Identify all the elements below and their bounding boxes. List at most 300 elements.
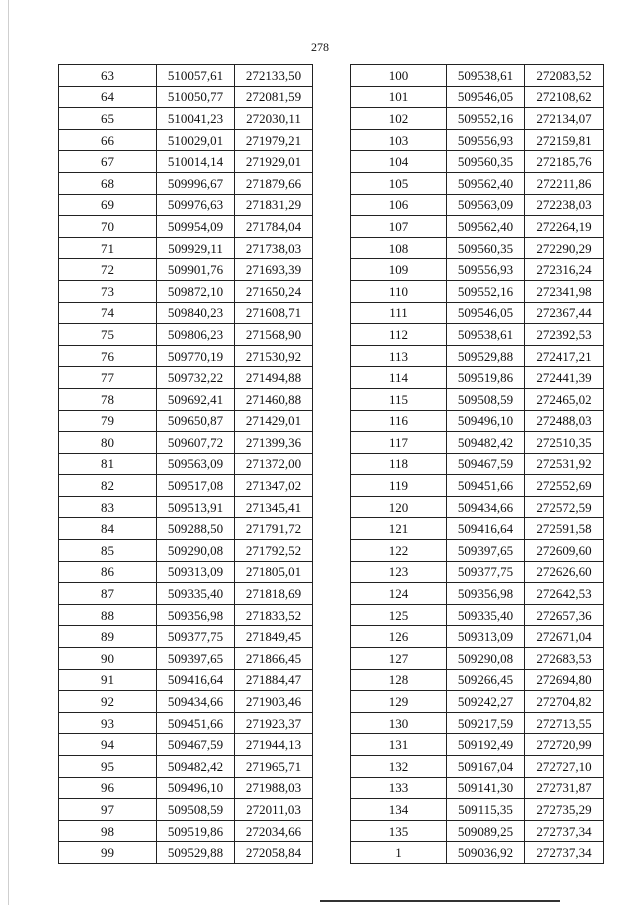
y-coordinate-cell: 271494,88 [235,367,313,389]
table-row [351,648,604,670]
x-coordinate-cell: 509434,66 [157,691,235,713]
x-coordinate-cell: 509397,65 [157,648,235,670]
point-number-cell: 103 [351,129,447,151]
y-coordinate-cell: 272713,55 [525,712,604,734]
point-number-cell: 110 [351,280,447,302]
point-number-cell: 108 [351,237,447,259]
y-coordinate-cell: 272081,59 [235,86,313,108]
y-coordinate-cell: 271988,03 [235,777,313,799]
point-number-cell: 116 [351,410,447,432]
point-number-cell: 70 [59,216,157,238]
table-row [351,669,604,691]
table-row [351,151,604,173]
y-coordinate-cell: 272316,24 [525,259,604,281]
point-number-cell: 88 [59,604,157,626]
point-number-cell: 67 [59,151,157,173]
table-row [351,842,604,864]
y-coordinate-cell: 272704,82 [525,691,604,713]
y-coordinate-cell: 272735,29 [525,799,604,821]
table-row [59,583,313,605]
point-number-cell: 99 [59,842,157,864]
y-coordinate-cell: 271738,03 [235,237,313,259]
x-coordinate-cell: 509434,66 [447,496,525,518]
table-row [59,108,313,130]
point-number-cell: 74 [59,302,157,324]
y-coordinate-cell: 272552,69 [525,475,604,497]
table-row [351,777,604,799]
x-coordinate-cell: 509562,40 [447,216,525,238]
x-coordinate-cell: 510029,01 [157,129,235,151]
table-row [59,777,313,799]
point-number-cell: 82 [59,475,157,497]
table-row [59,540,313,562]
y-coordinate-cell: 272134,07 [525,108,604,130]
table-row [351,432,604,454]
y-coordinate-cell: 271791,72 [235,518,313,540]
x-coordinate-cell: 509650,87 [157,410,235,432]
table-row [59,432,313,454]
y-coordinate-cell: 271460,88 [235,388,313,410]
x-coordinate-cell: 509482,42 [447,432,525,454]
y-coordinate-cell: 271903,46 [235,691,313,713]
point-number-cell: 78 [59,388,157,410]
y-coordinate-cell: 271693,39 [235,259,313,281]
x-coordinate-cell: 510041,23 [157,108,235,130]
y-coordinate-cell: 271568,90 [235,324,313,346]
table-row [351,734,604,756]
point-number-cell: 134 [351,799,447,821]
table-row [59,626,313,648]
y-coordinate-cell: 272441,39 [525,367,604,389]
x-coordinate-cell: 509607,72 [157,432,235,454]
x-coordinate-cell: 509167,04 [447,756,525,778]
table-row [351,518,604,540]
y-coordinate-cell: 272108,62 [525,86,604,108]
table-row [351,367,604,389]
y-coordinate-cell: 272030,11 [235,108,313,130]
point-number-cell: 123 [351,561,447,583]
point-number-cell: 130 [351,712,447,734]
point-number-cell: 97 [59,799,157,821]
y-coordinate-cell: 271792,52 [235,540,313,562]
point-number-cell: 64 [59,86,157,108]
x-coordinate-cell: 509560,35 [447,151,525,173]
x-coordinate-cell: 509556,93 [447,259,525,281]
coordinates-table-left-body [59,65,313,864]
y-coordinate-cell: 271929,01 [235,151,313,173]
x-coordinate-cell: 509416,64 [157,669,235,691]
point-number-cell: 135 [351,820,447,842]
y-coordinate-cell: 272572,59 [525,496,604,518]
x-coordinate-cell: 509563,09 [447,194,525,216]
x-coordinate-cell: 509451,66 [447,475,525,497]
y-coordinate-cell: 272465,02 [525,388,604,410]
table-row [59,561,313,583]
y-coordinate-cell: 272034,66 [235,820,313,842]
point-number-cell: 129 [351,691,447,713]
coordinates-table-right-body [351,65,604,864]
table-row [351,280,604,302]
y-coordinate-cell: 272737,34 [525,842,604,864]
point-number-cell: 121 [351,518,447,540]
y-coordinate-cell: 271805,01 [235,561,313,583]
table-row [59,496,313,518]
point-number-cell: 84 [59,518,157,540]
table-row [59,194,313,216]
point-number-cell: 69 [59,194,157,216]
table-row [351,410,604,432]
point-number-cell: 89 [59,626,157,648]
point-number-cell: 80 [59,432,157,454]
y-coordinate-cell: 271399,36 [235,432,313,454]
y-coordinate-cell: 272367,44 [525,302,604,324]
point-number-cell: 112 [351,324,447,346]
y-coordinate-cell: 272238,03 [525,194,604,216]
x-coordinate-cell: 509552,16 [447,108,525,130]
point-number-cell: 117 [351,432,447,454]
point-number-cell: 131 [351,734,447,756]
x-coordinate-cell: 509335,40 [447,604,525,626]
table-row [59,453,313,475]
x-coordinate-cell: 510050,77 [157,86,235,108]
point-number-cell: 96 [59,777,157,799]
point-number-cell: 98 [59,820,157,842]
x-coordinate-cell: 509996,67 [157,172,235,194]
point-number-cell: 102 [351,108,447,130]
point-number-cell: 91 [59,669,157,691]
x-coordinate-cell: 509529,88 [447,345,525,367]
point-number-cell: 132 [351,756,447,778]
point-number-cell: 101 [351,86,447,108]
x-coordinate-cell: 509313,09 [447,626,525,648]
point-number-cell: 75 [59,324,157,346]
y-coordinate-cell: 271608,71 [235,302,313,324]
table-row [59,518,313,540]
coordinates-table-right [350,64,604,864]
x-coordinate-cell: 509089,25 [447,820,525,842]
table-row [351,453,604,475]
y-coordinate-cell: 271849,45 [235,626,313,648]
y-coordinate-cell: 272671,04 [525,626,604,648]
y-coordinate-cell: 272694,80 [525,669,604,691]
x-coordinate-cell: 509115,35 [447,799,525,821]
x-coordinate-cell: 509482,42 [157,756,235,778]
point-number-cell: 109 [351,259,447,281]
table-row [351,691,604,713]
point-number-cell: 133 [351,777,447,799]
table-row [351,540,604,562]
point-number-cell: 92 [59,691,157,713]
table-row [59,237,313,259]
y-coordinate-cell: 271879,66 [235,172,313,194]
table-row [59,86,313,108]
y-coordinate-cell: 272290,29 [525,237,604,259]
x-coordinate-cell: 509313,09 [157,561,235,583]
y-coordinate-cell: 271923,37 [235,712,313,734]
x-coordinate-cell: 509513,91 [157,496,235,518]
point-number-cell: 85 [59,540,157,562]
table-row [59,648,313,670]
point-number-cell: 81 [59,453,157,475]
x-coordinate-cell: 509732,22 [157,367,235,389]
x-coordinate-cell: 509519,86 [447,367,525,389]
point-number-cell: 104 [351,151,447,173]
x-coordinate-cell: 509562,40 [447,172,525,194]
table-row [59,410,313,432]
point-number-cell: 65 [59,108,157,130]
table-row [351,475,604,497]
table-row [351,820,604,842]
x-coordinate-cell: 509496,10 [157,777,235,799]
point-number-cell: 100 [351,65,447,87]
y-coordinate-cell: 272531,92 [525,453,604,475]
x-coordinate-cell: 509217,59 [447,712,525,734]
x-coordinate-cell: 509192,49 [447,734,525,756]
table-row [351,86,604,108]
table-row [59,302,313,324]
table-row [59,388,313,410]
y-coordinate-cell: 272591,58 [525,518,604,540]
x-coordinate-cell: 509517,08 [157,475,235,497]
y-coordinate-cell: 272731,87 [525,777,604,799]
point-number-cell: 66 [59,129,157,151]
y-coordinate-cell: 271965,71 [235,756,313,778]
table-row [59,842,313,864]
x-coordinate-cell: 509552,16 [447,280,525,302]
point-number-cell: 63 [59,65,157,87]
y-coordinate-cell: 272609,60 [525,540,604,562]
x-coordinate-cell: 509538,61 [447,65,525,87]
point-number-cell: 68 [59,172,157,194]
x-coordinate-cell: 509242,27 [447,691,525,713]
point-number-cell: 122 [351,540,447,562]
y-coordinate-cell: 272211,86 [525,172,604,194]
x-coordinate-cell: 509560,35 [447,237,525,259]
x-coordinate-cell: 509141,30 [447,777,525,799]
table-row [59,216,313,238]
x-coordinate-cell: 509356,98 [157,604,235,626]
y-coordinate-cell: 271944,13 [235,734,313,756]
x-coordinate-cell: 510014,14 [157,151,235,173]
x-coordinate-cell: 509546,05 [447,302,525,324]
table-row [59,65,313,87]
table-row [351,65,604,87]
x-coordinate-cell: 509538,61 [447,324,525,346]
y-coordinate-cell: 272133,50 [235,65,313,87]
point-number-cell: 128 [351,669,447,691]
y-coordinate-cell: 271784,04 [235,216,313,238]
point-number-cell: 114 [351,367,447,389]
y-coordinate-cell: 271530,92 [235,345,313,367]
x-coordinate-cell: 509451,66 [157,712,235,734]
x-coordinate-cell: 509356,98 [447,583,525,605]
y-coordinate-cell: 272642,53 [525,583,604,605]
y-coordinate-cell: 272720,99 [525,734,604,756]
y-coordinate-cell: 272727,10 [525,756,604,778]
y-coordinate-cell: 272737,34 [525,820,604,842]
table-row [351,108,604,130]
point-number-cell: 1 [351,842,447,864]
x-coordinate-cell: 509872,10 [157,280,235,302]
y-coordinate-cell: 271345,41 [235,496,313,518]
table-row [59,259,313,281]
x-coordinate-cell: 509496,10 [447,410,525,432]
point-number-cell: 125 [351,604,447,626]
point-number-cell: 87 [59,583,157,605]
point-number-cell: 94 [59,734,157,756]
point-number-cell: 77 [59,367,157,389]
table-row [351,194,604,216]
table-row [59,820,313,842]
table-row [59,345,313,367]
table-row [351,324,604,346]
table-row [59,129,313,151]
point-number-cell: 73 [59,280,157,302]
table-row [351,626,604,648]
table-row [59,475,313,497]
point-number-cell: 90 [59,648,157,670]
table-row [59,756,313,778]
table-row [351,237,604,259]
x-coordinate-cell: 509377,75 [447,561,525,583]
table-row [59,172,313,194]
y-coordinate-cell: 271650,24 [235,280,313,302]
table-row [351,388,604,410]
point-number-cell: 111 [351,302,447,324]
table-row [59,280,313,302]
y-coordinate-cell: 272510,35 [525,432,604,454]
x-coordinate-cell: 509467,59 [447,453,525,475]
x-coordinate-cell: 509929,11 [157,237,235,259]
y-coordinate-cell: 272011,03 [235,799,313,821]
y-coordinate-cell: 271866,45 [235,648,313,670]
table-row [351,259,604,281]
y-coordinate-cell: 271979,21 [235,129,313,151]
y-coordinate-cell: 271884,47 [235,669,313,691]
x-coordinate-cell: 509508,59 [447,388,525,410]
point-number-cell: 72 [59,259,157,281]
point-number-cell: 120 [351,496,447,518]
table-row [351,561,604,583]
point-number-cell: 95 [59,756,157,778]
x-coordinate-cell: 509036,92 [447,842,525,864]
point-number-cell: 106 [351,194,447,216]
point-number-cell: 71 [59,237,157,259]
point-number-cell: 119 [351,475,447,497]
scan-edge-line [8,0,9,905]
table-row [59,151,313,173]
y-coordinate-cell: 272341,98 [525,280,604,302]
x-coordinate-cell: 509266,45 [447,669,525,691]
point-number-cell: 127 [351,648,447,670]
y-coordinate-cell: 272264,19 [525,216,604,238]
point-number-cell: 93 [59,712,157,734]
x-coordinate-cell: 509508,59 [157,799,235,821]
table-row [59,712,313,734]
table-row [59,799,313,821]
y-coordinate-cell: 272159,81 [525,129,604,151]
x-coordinate-cell: 509377,75 [157,626,235,648]
point-number-cell: 118 [351,453,447,475]
coordinates-table-left [58,64,313,864]
x-coordinate-cell: 509288,50 [157,518,235,540]
x-coordinate-cell: 509901,76 [157,259,235,281]
x-coordinate-cell: 509563,09 [157,453,235,475]
x-coordinate-cell: 509416,64 [447,518,525,540]
table-row [351,712,604,734]
table-row [351,345,604,367]
point-number-cell: 83 [59,496,157,518]
table-row [351,756,604,778]
point-number-cell: 105 [351,172,447,194]
page-number: 278 [311,40,329,54]
y-coordinate-cell: 272417,21 [525,345,604,367]
point-number-cell: 124 [351,583,447,605]
table-row [351,172,604,194]
y-coordinate-cell: 272626,60 [525,561,604,583]
x-coordinate-cell: 509692,41 [157,388,235,410]
x-coordinate-cell: 509954,09 [157,216,235,238]
y-coordinate-cell: 271347,02 [235,475,313,497]
y-coordinate-cell: 271833,52 [235,604,313,626]
x-coordinate-cell: 509556,93 [447,129,525,151]
x-coordinate-cell: 509397,65 [447,540,525,562]
y-coordinate-cell: 272683,53 [525,648,604,670]
point-number-cell: 76 [59,345,157,367]
y-coordinate-cell: 272083,52 [525,65,604,87]
scan-bottom-line [320,900,560,902]
point-number-cell: 79 [59,410,157,432]
point-number-cell: 107 [351,216,447,238]
y-coordinate-cell: 271372,00 [235,453,313,475]
y-coordinate-cell: 271831,29 [235,194,313,216]
y-coordinate-cell: 272058,84 [235,842,313,864]
table-row [59,691,313,713]
point-number-cell: 115 [351,388,447,410]
table-row [59,367,313,389]
point-number-cell: 86 [59,561,157,583]
point-number-cell: 126 [351,626,447,648]
table-row [59,604,313,626]
x-coordinate-cell: 509290,08 [157,540,235,562]
table-row [351,302,604,324]
x-coordinate-cell: 509519,86 [157,820,235,842]
x-coordinate-cell: 509335,40 [157,583,235,605]
y-coordinate-cell: 272185,76 [525,151,604,173]
x-coordinate-cell: 509467,59 [157,734,235,756]
y-coordinate-cell: 272488,03 [525,410,604,432]
y-coordinate-cell: 272392,53 [525,324,604,346]
table-row [351,799,604,821]
x-coordinate-cell: 509806,23 [157,324,235,346]
table-row [59,734,313,756]
y-coordinate-cell: 271818,69 [235,583,313,605]
x-coordinate-cell: 510057,61 [157,65,235,87]
x-coordinate-cell: 509529,88 [157,842,235,864]
x-coordinate-cell: 509546,05 [447,86,525,108]
table-row [59,324,313,346]
y-coordinate-cell: 271429,01 [235,410,313,432]
table-row [351,129,604,151]
x-coordinate-cell: 509976,63 [157,194,235,216]
table-row [351,583,604,605]
table-row [351,604,604,626]
table-row [59,669,313,691]
table-row [351,496,604,518]
point-number-cell: 113 [351,345,447,367]
table-row [351,216,604,238]
x-coordinate-cell: 509290,08 [447,648,525,670]
